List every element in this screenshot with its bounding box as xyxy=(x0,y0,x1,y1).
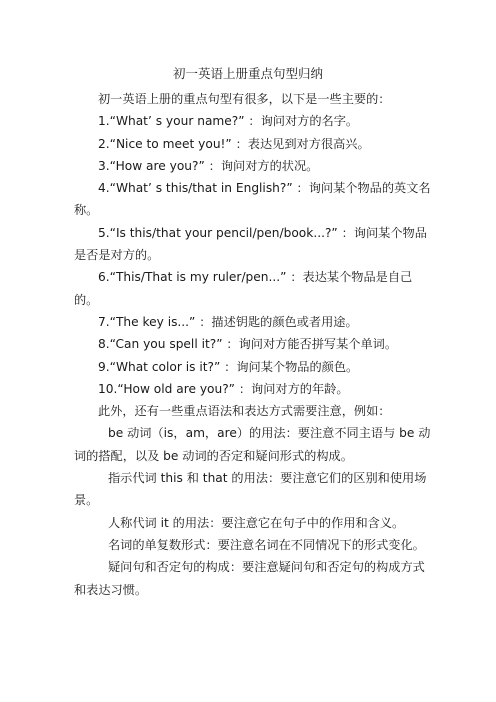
sentence-pattern-6: 6.“This/That is my ruler/pen...” ：表达某个物品是自己的。 xyxy=(74,270,413,307)
sentence-pattern-10: 10.“How old are you?” ：询问对方的年龄。 xyxy=(98,381,349,396)
grammar-point-pronoun-it: 人称代词 it 的用法：要注意它在句子中的作用和含义。 xyxy=(108,515,405,530)
sentence-pattern-1: 1.“What’ s your name?” ：询问对方的名字。 xyxy=(98,114,359,129)
sentence-pattern-7: 7.“The key is...” ：描述钥匙的颜色或者用途。 xyxy=(98,314,358,329)
document-title: 初一英语上册重点句型归纳 xyxy=(172,66,323,81)
sentence-pattern-8: 8.“Can you spell it?” ：询问对方能否拼写某个单词。 xyxy=(98,337,398,352)
sentence-pattern-4: 4.“What’ s this/that in English?” ：询问某个物品的英文名称。 xyxy=(74,181,431,218)
grammar-point-questions-negatives: 疑问句和否定句的构成：要注意疑问句和否定句的构成方式和表达习惯。 xyxy=(74,560,425,597)
grammar-point-plural-nouns: 名词的单复数形式：要注意名词在不同情况下的形式变化。 xyxy=(108,537,425,552)
sentence-pattern-9: 9.“What color is it?” ：询问某个物品的颜色。 xyxy=(98,359,359,374)
sentence-pattern-2: 2.“Nice to meet you!” ：表达见到对方很高兴。 xyxy=(98,136,370,151)
sentence-pattern-5: 5.“Is this/that your pencil/pen/book...?” ：询问某个物品是否是对方的。 xyxy=(74,225,427,263)
document-body xyxy=(74,88,436,601)
grammar-point-be-verb: be 动词（is，am，are）的用法：要注意不同主语与 be 动词的搭配，以及 be 动词的否定和疑问形式的构成。 xyxy=(74,426,431,463)
grammar-point-demonstratives: 指示代词 this 和 that 的用法：要注意它们的区别和使用场景。 xyxy=(74,471,427,508)
grammar-intro-paragraph: 此外，还有一些重点语法和表达方式需要注意，例如： xyxy=(98,404,391,419)
sentence-pattern-3: 3.“How are you?” ：询问对方的状况。 xyxy=(98,158,319,173)
intro-paragraph: 初一英语上册的重点句型有很多，以下是一些主要的： xyxy=(98,92,391,106)
